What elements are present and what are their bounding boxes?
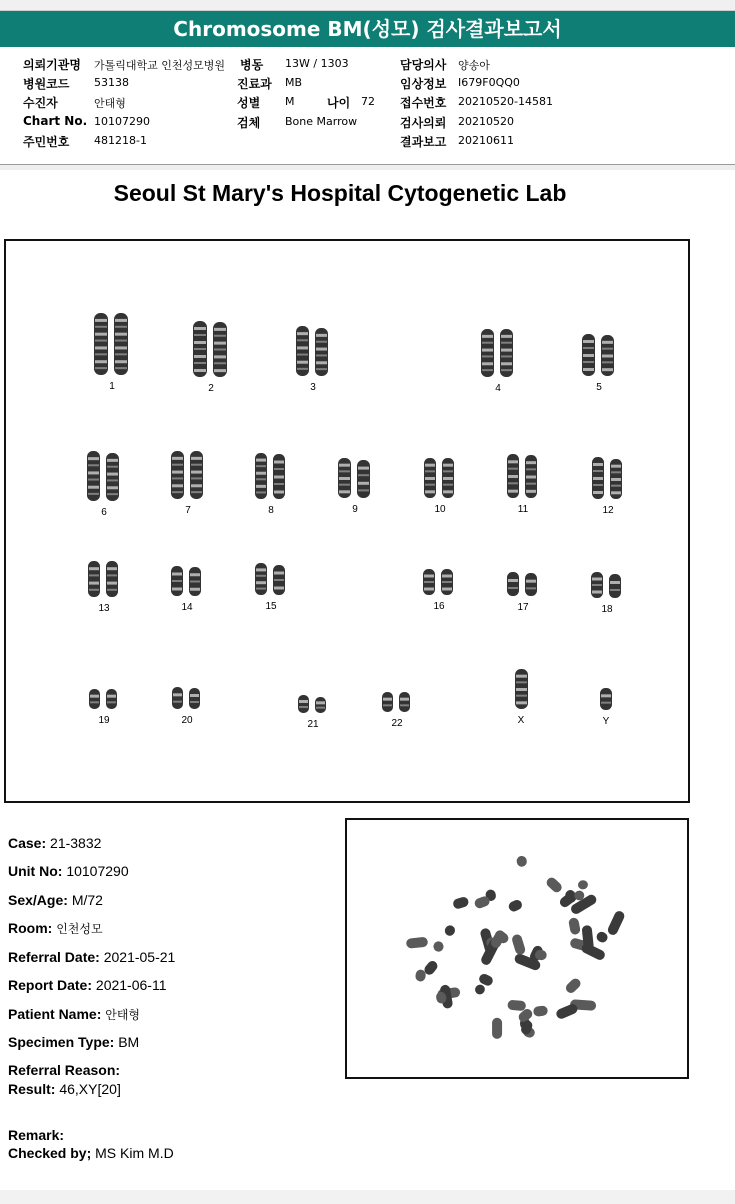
metaphase-chromosome	[533, 1005, 548, 1017]
chromosome-label: 20	[181, 715, 193, 726]
metaphase-chromosome	[507, 1000, 526, 1012]
header-info	[0, 48, 735, 165]
metaphase-chromosome	[516, 855, 528, 867]
sex-age-row	[8, 892, 103, 908]
header-label: 성별	[237, 96, 261, 110]
header-value: Bone Marrow	[285, 115, 358, 128]
header-label: 나이	[327, 96, 351, 110]
header-value: MB	[285, 76, 303, 89]
referral-reason-label: Referral Reason:	[8, 1062, 121, 1078]
chromosome-4	[479, 327, 517, 379]
checked-by-row	[8, 1145, 174, 1161]
metaphase-chromosome	[568, 917, 581, 935]
metaphase-chromosome	[564, 976, 583, 995]
chromosome-20	[170, 685, 204, 711]
chromosome-11	[505, 452, 541, 500]
checked-by-label: Checked by;	[8, 1145, 92, 1161]
result-label: Result:	[8, 1081, 56, 1097]
chromosome-label: 6	[101, 507, 107, 518]
chromosome-label: 4	[495, 383, 501, 394]
chromosome-label: 18	[601, 604, 613, 615]
metaphase-chromosome	[452, 896, 470, 910]
chromosome-label: 14	[181, 602, 193, 613]
header-value: 안태형	[94, 97, 126, 110]
chromosome-label: 19	[98, 715, 110, 726]
specimen-type-row	[8, 1034, 139, 1050]
chromosome-label: 22	[391, 718, 403, 729]
sex-age-value: M/72	[71, 892, 103, 908]
chromosome-label: 2	[208, 383, 214, 394]
header-label: 병원코드	[23, 77, 70, 91]
chromosome-label: Y	[602, 716, 610, 727]
room-label: Room:	[8, 920, 53, 936]
chromosome-label: 13	[98, 603, 110, 614]
chromosome-label: 15	[265, 601, 277, 612]
header-value: M	[285, 95, 295, 108]
header-value: 20210520-14581	[458, 95, 553, 108]
header-value: 20210611	[458, 134, 514, 147]
header-label: 검체	[237, 116, 261, 130]
chromosome-6	[85, 449, 123, 503]
metaphase-image	[345, 818, 689, 1079]
header-label: 담당의사	[400, 58, 447, 72]
header-label: 병동	[240, 58, 264, 72]
chromosome-16	[421, 567, 457, 597]
chromosome-3	[294, 324, 332, 378]
referral-date-label: Referral Date:	[8, 949, 100, 965]
divider	[0, 165, 735, 170]
unit-no-value: 10107290	[66, 863, 129, 879]
remark-label: Remark:	[8, 1127, 65, 1143]
metaphase-chromosome	[595, 930, 610, 944]
specimen-type-value: BM	[118, 1034, 140, 1050]
chromosome-label: X	[517, 715, 525, 726]
chromosome-X	[511, 667, 532, 711]
chromosome-label: 10	[434, 504, 446, 515]
metaphase-chromosome	[511, 933, 527, 956]
header-value: I679F0QQ0	[458, 76, 520, 89]
case-value: 21-3832	[50, 835, 102, 851]
chromosome-label: 16	[433, 601, 445, 612]
chromosome-label: 8	[268, 505, 274, 516]
header-label: 수진자	[23, 96, 58, 110]
case-label: Case:	[8, 835, 47, 851]
patient-name-label: Patient Name:	[8, 1006, 102, 1022]
header-value: 72	[361, 95, 375, 108]
referral-date-value: 2021-05-21	[103, 949, 176, 965]
chromosome-15	[253, 561, 289, 597]
unit-no-row	[8, 863, 129, 879]
sex-age-label: Sex/Age:	[8, 892, 68, 908]
metaphase-chromosome	[578, 880, 589, 890]
unit-no-label: Unit No:	[8, 863, 63, 879]
referral-reason-row	[8, 1062, 120, 1078]
result-row	[8, 1081, 121, 1097]
chromosome-13	[86, 559, 122, 599]
report-date-label: Report Date:	[8, 977, 93, 993]
chromosome-19	[87, 687, 121, 711]
chromosome-5	[580, 332, 618, 378]
metaphase-chromosome	[492, 1018, 502, 1039]
metaphase-chromosome	[507, 898, 523, 913]
chromosome-9	[336, 456, 374, 500]
patient-name-value: 안태형	[105, 1008, 141, 1022]
header-label: 주민번호	[23, 135, 70, 149]
metaphase-spread	[347, 820, 687, 1077]
chromosome-label: 12	[602, 505, 614, 516]
metaphase-chromosome	[406, 937, 428, 949]
chromosome-21	[296, 693, 330, 715]
header-label: 검사의뢰	[400, 116, 447, 130]
chromosome-label: 9	[352, 504, 358, 515]
chromosome-7	[169, 449, 207, 501]
header-label: Chart No.	[23, 114, 88, 128]
metaphase-chromosome	[555, 1002, 579, 1020]
header-value: 10107290	[94, 115, 150, 128]
referral-date-row	[8, 949, 175, 965]
top-strip	[0, 0, 735, 11]
room-value: 인천성모	[56, 922, 103, 936]
metaphase-chromosome	[443, 924, 457, 938]
chromosome-10	[422, 456, 458, 500]
metaphase-chromosome	[606, 909, 626, 936]
chromosome-label: 7	[185, 505, 191, 516]
chromosome-Y	[596, 686, 616, 712]
header-label: 임상정보	[400, 77, 447, 91]
checked-by-value: MS Kim M.D	[95, 1145, 174, 1161]
metaphase-chromosome	[545, 876, 564, 895]
header-value: 가톨릭대학교 인천성모병원	[94, 59, 226, 72]
header-value: 20210520	[458, 115, 514, 128]
specimen-type-label: Specimen Type:	[8, 1034, 115, 1050]
chromosome-18	[589, 570, 625, 600]
chromosome-22	[380, 690, 414, 714]
header-value: 53138	[94, 76, 129, 89]
karyotype-panel	[4, 239, 690, 803]
report-date-row	[8, 977, 166, 993]
chromosome-2	[191, 319, 231, 379]
chromosome-label: 1	[109, 381, 115, 392]
chromosome-1	[92, 311, 132, 377]
chromosome-17	[505, 570, 541, 598]
header-label: 접수번호	[400, 96, 447, 110]
lab-title: Seoul St Mary's Hospital Cytogenetic Lab	[113, 180, 567, 206]
metaphase-chromosome	[433, 941, 445, 953]
chromosome-label: 3	[310, 382, 316, 393]
chromosome-label: 21	[307, 719, 319, 730]
header-value: 양송아	[458, 59, 490, 72]
chromosome-label: 17	[517, 602, 529, 613]
patient-name-row	[8, 1006, 140, 1023]
header-label: 결과보고	[400, 135, 447, 149]
chromosome-14	[169, 564, 205, 598]
remark-row	[8, 1127, 64, 1143]
chromosome-12	[590, 455, 626, 501]
report-title: Chromosome BM(성모) 검사결과보고서	[0, 11, 735, 47]
header-value: 13W / 1303	[285, 57, 349, 70]
chromosome-label: 5	[596, 382, 602, 393]
room-row	[8, 920, 103, 937]
result-value: 46,XY[20]	[59, 1081, 121, 1097]
case-row	[8, 835, 101, 851]
header-label: 진료과	[237, 77, 272, 91]
header-label: 의뢰기관명	[23, 58, 81, 72]
chromosome-label: 11	[517, 504, 529, 515]
header-value: 481218-1	[94, 134, 147, 147]
report-date-value: 2021-06-11	[95, 977, 167, 993]
chromosome-8	[253, 451, 289, 501]
